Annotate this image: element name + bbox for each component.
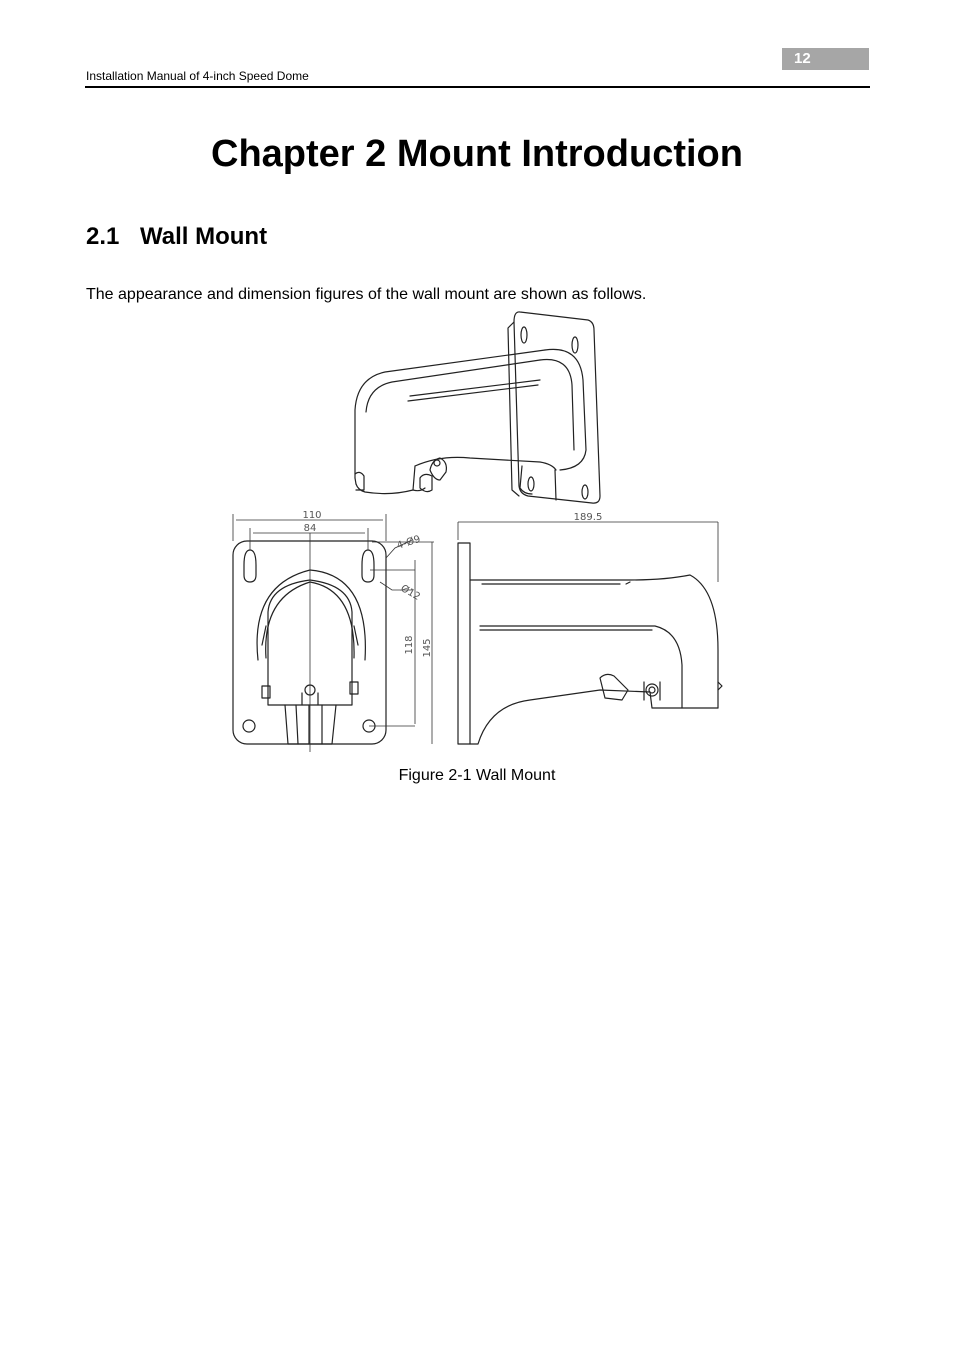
- page-number: 12: [782, 48, 869, 70]
- intro-paragraph: The appearance and dimension figures of the wall mount are shown as follows.: [86, 286, 647, 303]
- dim-hole-diameter: Ø12: [398, 583, 422, 603]
- chapter-title: Chapter 2 Mount Introduction: [211, 133, 743, 175]
- figure-caption: Figure 2-1 Wall Mount: [398, 767, 556, 784]
- dim-width-holes: 84: [303, 523, 317, 534]
- dim-height-holes: 118: [404, 635, 415, 655]
- section-number: 2.1: [86, 223, 120, 250]
- dim-holes: 4-Ø9: [395, 533, 422, 552]
- section-title: Wall Mount: [140, 223, 268, 250]
- dim-height-outer: 145: [422, 638, 433, 658]
- wall-mount-side-view: [458, 543, 722, 744]
- dim-length: 189.5: [573, 512, 603, 523]
- wall-mount-front-view: [233, 541, 386, 744]
- wall-mount-perspective-drawing: [355, 312, 600, 503]
- running-header: Installation Manual of 4-inch Speed Dome: [86, 69, 309, 83]
- dim-width-outer: 110: [302, 510, 322, 521]
